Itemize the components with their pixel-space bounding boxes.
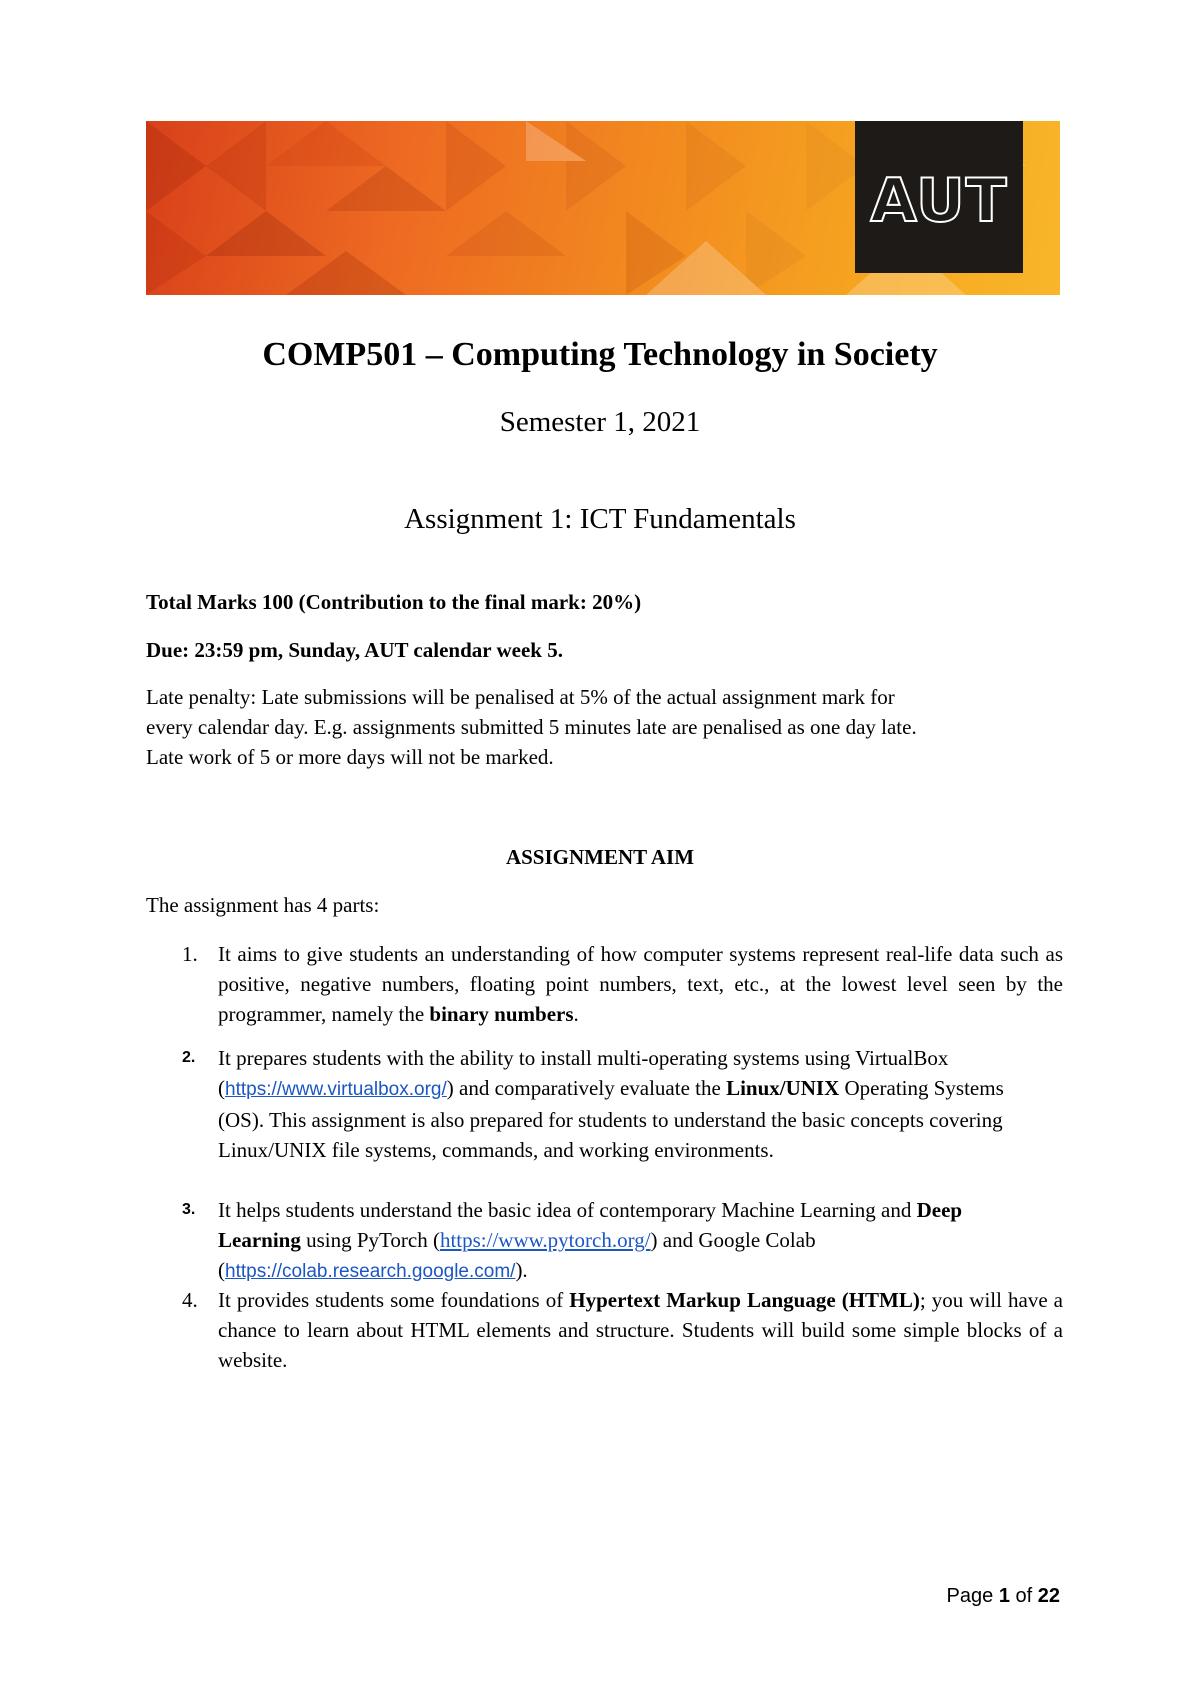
item-text: It prepares students with the ability to install multi-operating systems using VirtualBox ( [218, 1046, 949, 1100]
item-bold-text: Linux/UNIX [726, 1076, 840, 1100]
list-item [218, 939, 1063, 1029]
list-number: 2. [182, 1049, 196, 1066]
list-number: 3. [182, 1201, 196, 1218]
late-penalty-line: every calendar day. E.g. assignments submitted 5 minutes late are penalised as one day late. [146, 715, 917, 739]
aut-logo [855, 121, 1023, 273]
total-marks: Total Marks 100 (Contribution to the final mark: 20%) [146, 590, 642, 614]
assignment-title: Assignment 1: ICT Fundamentals [404, 503, 796, 535]
page-word: Page [946, 1585, 994, 1607]
virtualbox-link[interactable]: https://www.virtualbox.org/ [225, 1079, 447, 1100]
aim-intro: The assignment has 4 parts: [146, 893, 380, 917]
late-penalty-line: Late penalty: Late submissions will be penalised at 5% of the actual assignment mark for [146, 685, 895, 709]
item-bold-text: Hypertext Markup Language (HTML) [569, 1288, 920, 1312]
list-number: 4. [182, 1288, 198, 1312]
page-number [947, 1585, 1060, 1608]
late-penalty-line: Late work of 5 or more days will not be marked. [146, 745, 554, 769]
list-item [218, 1043, 1048, 1165]
item-text: ; you will have a chance to learn about HTML elements and structure. Students will build some simple blocks of a website. [218, 1288, 1064, 1372]
item-text: ) and Google Colab ( [218, 1228, 816, 1282]
colab-link[interactable]: https://colab.research.google.com/ [225, 1261, 516, 1282]
item-bold-text: Deep Learning [218, 1198, 963, 1252]
total-pages: 22 [1037, 1585, 1060, 1607]
item-text: It provides students some foundations of [218, 1288, 570, 1312]
list-item [218, 1285, 1063, 1375]
of-word: of [1015, 1585, 1033, 1607]
section-heading-aim: ASSIGNMENT AIM [505, 845, 695, 869]
current-page: 1 [998, 1585, 1010, 1607]
semester-line: Semester 1, 2021 [499, 406, 701, 438]
item-text: ). [515, 1258, 528, 1282]
pytorch-link[interactable]: https://www.pytorch.org/ [439, 1228, 651, 1252]
due-date: Due: 23:59 pm, Sunday, AUT calendar week 5. [146, 638, 563, 662]
item-text: It aims to give students an understanding of how computer systems represent real-life data such as positive, negative numbers, floating point numbers, text, etc., at the lowest level seen by the programmer, namely the [218, 942, 1063, 1026]
list-item [218, 1195, 1048, 1287]
item-bold-text: binary numbers [429, 1002, 574, 1026]
document-title: COMP501 – Computing Technology in Society [262, 336, 938, 373]
aut-logo-text: AUT [870, 166, 1008, 236]
item-text: It helps students understand the basic idea of contemporary Machine Learning and [218, 1198, 917, 1222]
list-number: 1. [182, 942, 198, 966]
item-text: Operating Systems (OS). This assignment is also prepared for students to understand the basic concepts covering Linux/UNIX file systems, commands, and working environments. [218, 1076, 1004, 1162]
late-penalty [146, 682, 1046, 772]
item-text: using PyTorch ( [300, 1228, 440, 1252]
item-text: ) and comparatively evaluate the [446, 1076, 727, 1100]
item-text: . [573, 1002, 579, 1026]
